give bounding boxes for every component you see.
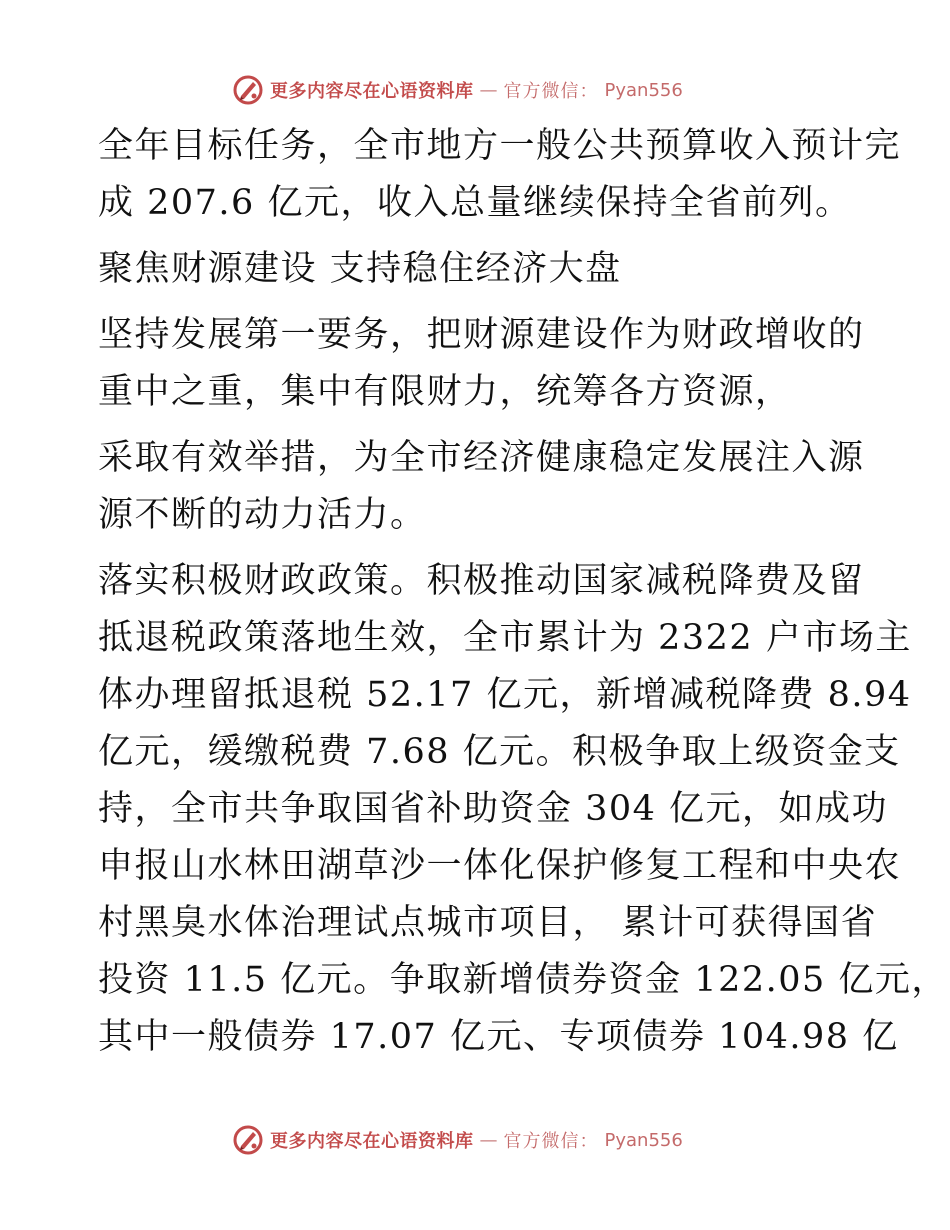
body-line: 重中之重，集中有限财力，统筹各方资源， xyxy=(98,372,792,412)
watermark-wechat-account: Pyan556 xyxy=(604,1129,683,1151)
watermark-separator: — xyxy=(479,1129,498,1151)
watermark-banner-top xyxy=(232,72,683,108)
body-line: 村黑臭水体治理试点城市项目， 累计可获得国省 xyxy=(98,903,878,943)
watermark-wechat-label: 官方微信： xyxy=(503,81,599,102)
watermark-separator: — xyxy=(479,79,498,101)
body-line: 成 207.6 亿元，收入总量继续保持全省前列。 xyxy=(98,183,852,223)
brand-logo-icon xyxy=(232,1124,264,1156)
watermark-brand-text: 更多内容尽在心语资料库 xyxy=(270,81,474,102)
watermark-banner-bottom xyxy=(232,1122,683,1158)
section-heading: 聚焦财源建设 支持稳住经济大盘 xyxy=(98,249,622,289)
watermark-wechat-account: Pyan556 xyxy=(604,79,683,101)
body-line: 抵退税政策落地生效，全市累计为 2322 户市场主 xyxy=(98,618,912,658)
watermark-wechat-label: 官方微信： xyxy=(503,1131,599,1152)
body-line: 亿元，缓缴税费 7.68 亿元。积极争取上级资金支 xyxy=(98,732,901,772)
body-line: 投资 11.5 亿元。争取新增债券资金 122.05 亿元， xyxy=(98,960,948,1000)
body-line: 源不断的动力活力。 xyxy=(98,495,427,535)
body-line: 坚持发展第一要务，把财源建设作为财政增收的 xyxy=(98,315,865,355)
body-line: 采取有效举措，为全市经济健康稳定发展注入源 xyxy=(98,438,865,478)
body-line: 全年目标任务，全市地方一般公共预算收入预计完 xyxy=(98,126,902,166)
brand-logo-icon xyxy=(232,74,264,106)
watermark-brand-text: 更多内容尽在心语资料库 xyxy=(270,1131,474,1152)
body-line: 其中一般债券 17.07 亿元、专项债券 104.98 亿 xyxy=(98,1017,899,1057)
body-line: 落实积极财政政策。积极推动国家减税降费及留 xyxy=(98,561,865,601)
body-line: 持，全市共争取国省补助资金 304 亿元，如成功 xyxy=(98,789,889,829)
body-line: 体办理留抵退税 52.17 亿元，新增减税降费 8.94 xyxy=(98,675,912,715)
body-line: 申报山水林田湖草沙一体化保护修复工程和中央农 xyxy=(98,846,902,886)
document-body xyxy=(98,118,948,1066)
